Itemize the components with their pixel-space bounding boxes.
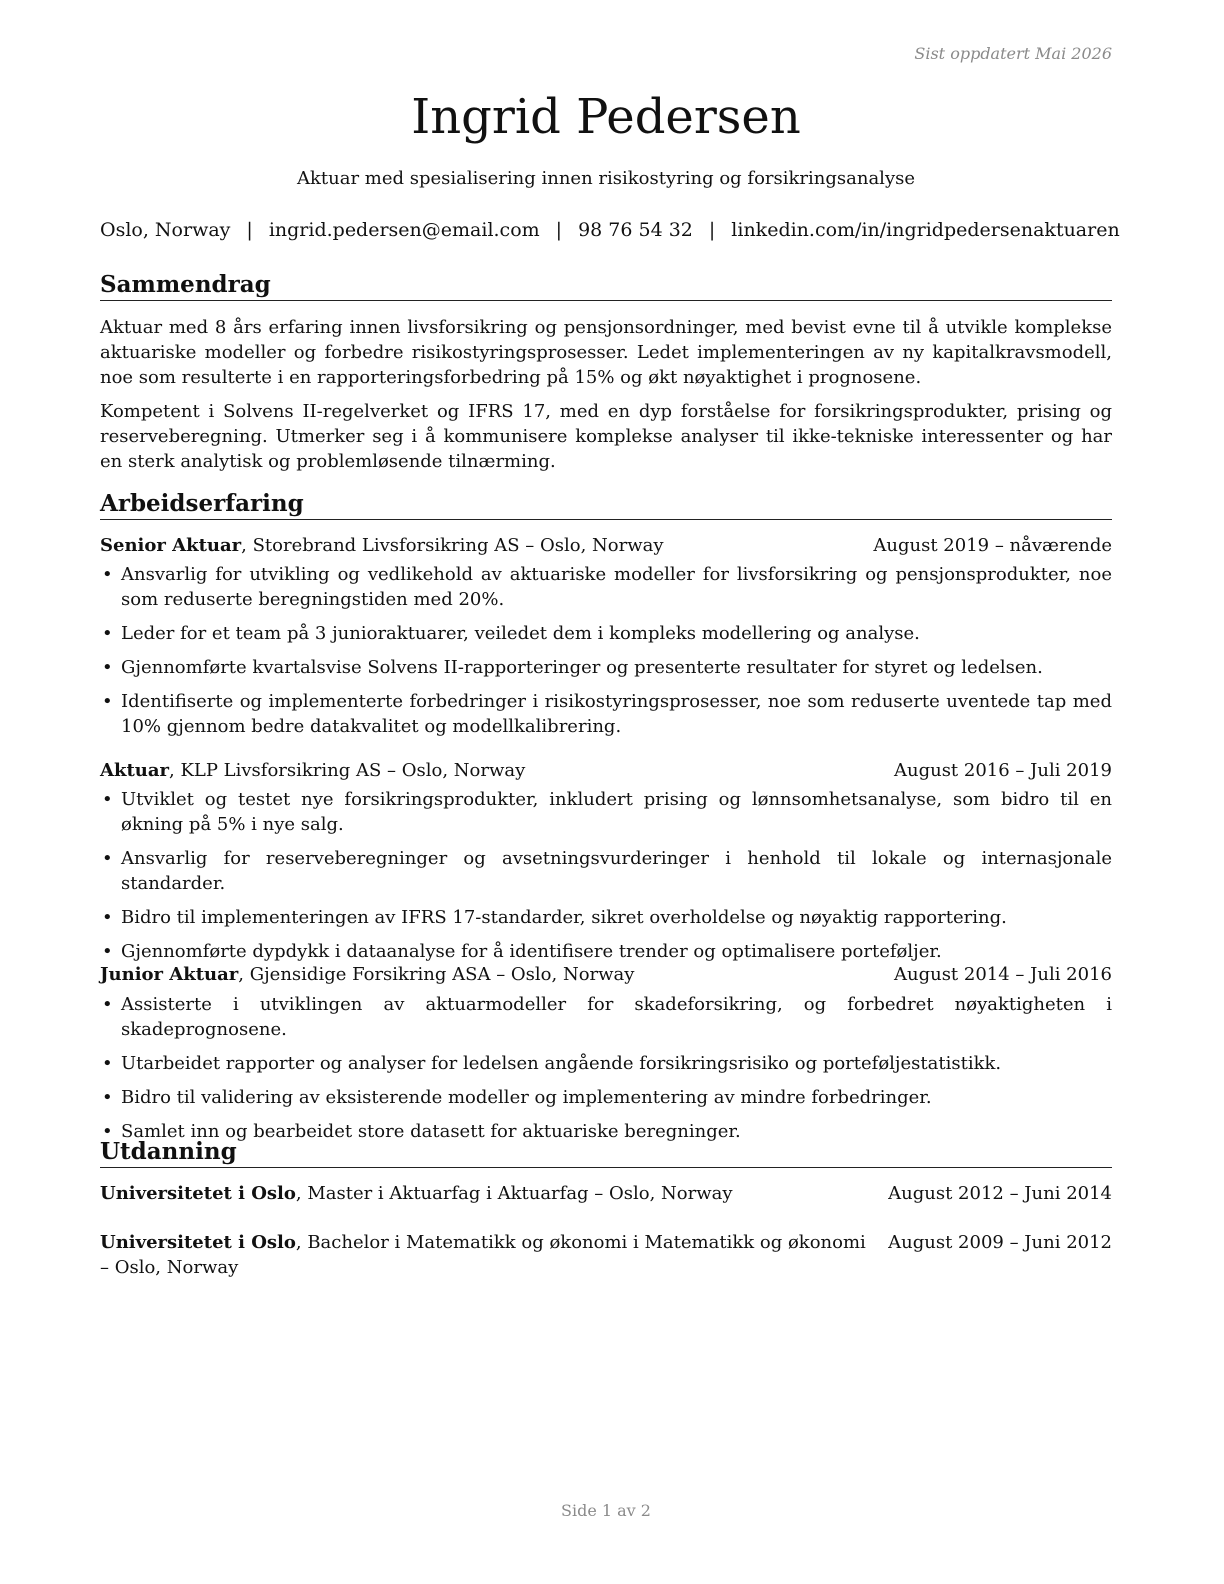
job-title: Junior Aktuar (100, 964, 239, 985)
contact-separator: | (708, 219, 716, 241)
tagline: Aktuar med spesialisering innen risikostyring og forsikringsanalyse (296, 168, 915, 189)
job-title: Aktuar (100, 760, 169, 781)
education-entry (100, 1230, 1112, 1280)
page-number: Side 1 av 2 (561, 1501, 651, 1520)
bullet-item: • Samlet inn og bearbeidet store datasett for aktuariske beregninger. (100, 1119, 1112, 1144)
education-date: August 2012 – Juni 2014 (888, 1183, 1112, 1204)
bullet-item: • Identifiserte og implementerte forbedringer i risikostyringsprosesser, noe som reduserte uventede tap med 10% gjennom bedre datakvalitet og modellkalibrering. (100, 689, 1112, 739)
contact-email[interactable]: ingrid.pedersen@email.com (268, 219, 540, 241)
bullet-item: • Gjennomførte kvartalsvise Solvens II-rapporteringer og presenterte resultater for styret og ledelsen. (100, 655, 1112, 680)
bullet-item: • Bidro til validering av eksisterende modeller og implementering av mindre forbedringer. (100, 1085, 1112, 1110)
job-bullets (100, 992, 1112, 1153)
section-heading-summary: Sammendrag (100, 270, 1112, 301)
job-header (100, 962, 1112, 987)
bullet-item: • Ansvarlig for utvikling og vedlikehold av aktuariske modeller for livsforsikring og pensjonsprodukter, noe som reduserte beregningstiden med 20%. (100, 562, 1112, 612)
bullet-item: • Utviklet og testet nye forsikringsprodukter, inkludert prising og lønnsomhetsanalyse, som bidro til en økning på 5% i nye salg. (100, 787, 1112, 837)
last-updated: Sist oppdatert Mai 2026 (914, 44, 1112, 63)
education-degree: , Bachelor i Matematikk og økonomi i Matematikk og økonomi – Oslo, Norway (100, 1232, 866, 1278)
job-header (100, 533, 1112, 558)
contact-location: Oslo, Norway (100, 219, 231, 241)
education-degree-line (100, 1230, 888, 1280)
education-school: Universitetet i Oslo (100, 1183, 296, 1204)
summary-paragraph: Aktuar med 8 års erfaring innen livsforsikring og pensjonsordninger, med bevist evne til å utvikle komplekse aktuariske modeller og forbedre risikostyringsprosesser. Ledet implementeringen av ny kapitalkravsmodell, noe som resulterte i en rapporteringsforbedring på 15% og økt nøyaktighet i prognosene. (100, 317, 1112, 388)
section-heading-experience: Arbeidserfaring (100, 489, 1112, 520)
job-title: Senior Aktuar (100, 535, 242, 556)
job-employer: , Storebrand Livsforsikring AS – Oslo, Norway (241, 535, 664, 556)
job-employer: , KLP Livsforsikring AS – Oslo, Norway (169, 760, 526, 781)
job-title-line (100, 533, 664, 558)
education-degree-line (100, 1181, 888, 1206)
contact-separator: | (246, 219, 253, 241)
contact-linkedin[interactable]: linkedin.com/in/ingridpedersenaktuaren (731, 219, 1120, 241)
job-date: August 2016 – Juli 2019 (893, 760, 1112, 781)
bullet-item: • Ansvarlig for reserveberegninger og avsetningsvurderinger i henhold til lokale og internasjonale standarder. (100, 846, 1112, 896)
job-title-line (100, 962, 634, 987)
summary-paragraph: Kompetent i Solvens II-regelverket og IFRS 17, med en dyp forståelse for forsikringsprodukter, prising og reserveberegning. Utmerker seg i å kommunisere komplekse analyser til ikke-tekniske interessenter og har en sterk analytisk og problemløsende tilnærming. (100, 401, 1112, 472)
bullet-item: • Bidro til implementeringen av IFRS 17-standarder, sikret overholdelse og nøyaktig rapportering. (100, 905, 1112, 930)
job-date: August 2014 – Juli 2016 (893, 964, 1112, 985)
contact-separator: | (555, 219, 563, 241)
candidate-name: Ingrid Pedersen (411, 89, 801, 145)
section-heading-education: Utdanning (100, 1137, 1112, 1168)
job-bullets (100, 787, 1112, 973)
job-header (100, 758, 1112, 783)
education-entry (100, 1181, 1112, 1206)
bullet-item: • Utarbeidet rapporter og analyser for ledelsen angående forsikringsrisiko og porteføljestatistikk. (100, 1051, 1112, 1076)
bullet-item: • Gjennomførte dypdykk i dataanalyse for å identifisere trender og optimalisere porteføljer. (100, 939, 1112, 964)
education-degree: , Master i Aktuarfag i Aktuarfag – Oslo, Norway (295, 1183, 733, 1204)
job-title-line (100, 758, 525, 783)
job-date: August 2019 – nåværende (873, 535, 1112, 556)
education-date: August 2009 – Juni 2012 (888, 1232, 1112, 1253)
bullet-item: • Assisterte i utviklingen av aktuarmodeller for skadeforsikring, og forbedret nøyaktigheten i skadeprognosene. (100, 992, 1112, 1042)
education-school: Universitetet i Oslo (100, 1232, 296, 1253)
resume-page (100, 0, 1120, 1584)
bullet-item: • Leder for et team på 3 junioraktuarer, veiledet dem i kompleks modellering og analyse. (100, 621, 1112, 646)
contact-phone[interactable]: 98 76 54 32 (578, 219, 693, 241)
contact-line (100, 219, 1120, 241)
job-bullets (100, 562, 1112, 748)
job-employer: , Gjensidige Forsikring ASA – Oslo, Norway (238, 964, 635, 985)
